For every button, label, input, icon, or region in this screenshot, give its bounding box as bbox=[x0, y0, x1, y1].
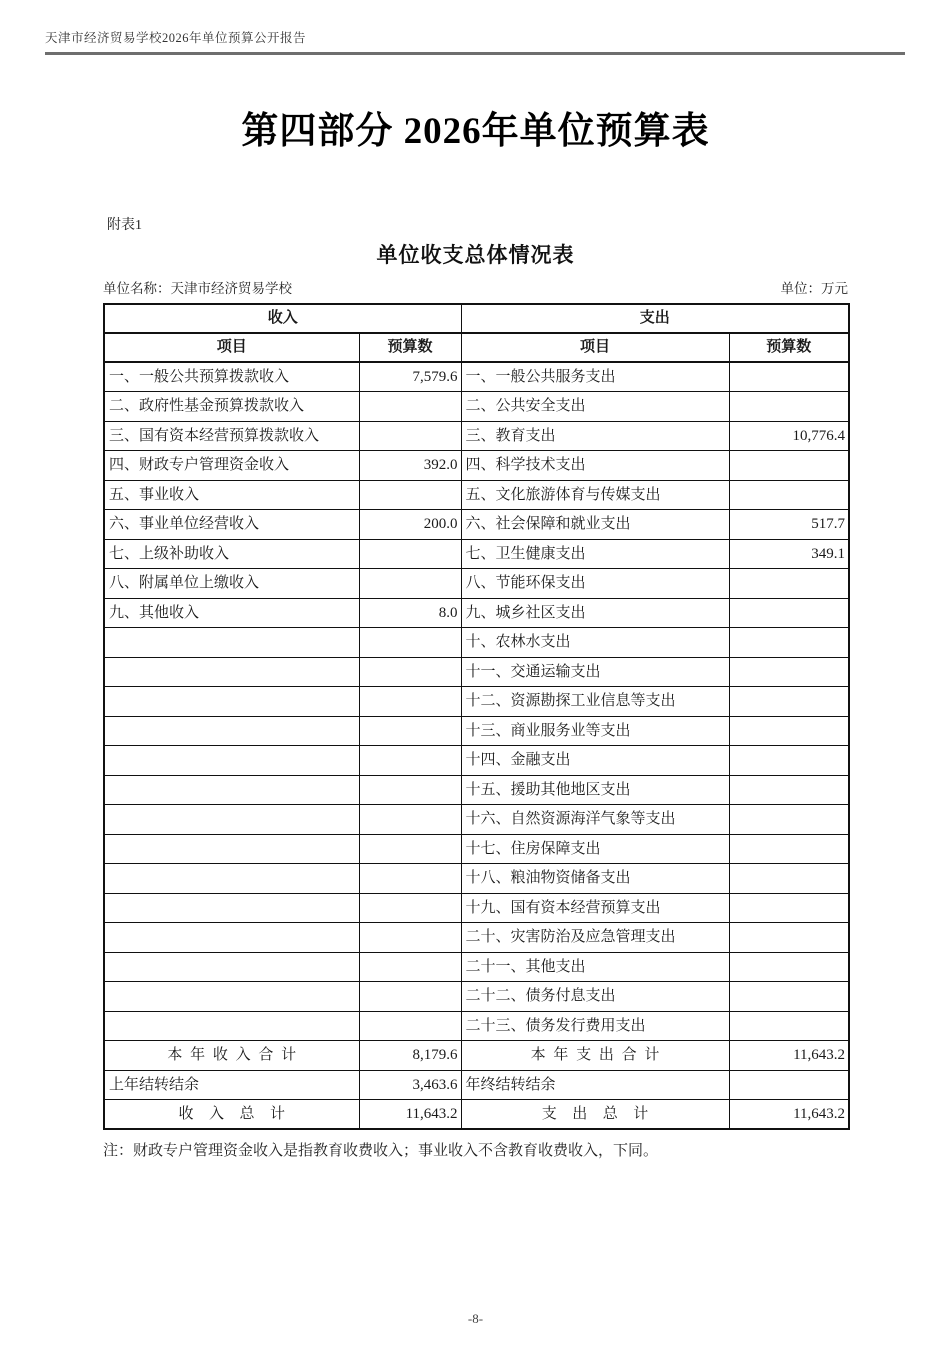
budget-data-row bbox=[104, 421, 849, 451]
unit-info-row bbox=[103, 277, 848, 297]
expense-budget-cell bbox=[729, 834, 849, 864]
income-total-value: 11,643.2 bbox=[359, 1100, 461, 1130]
budget-summary-table bbox=[103, 303, 850, 1130]
expense-total-value bbox=[729, 1070, 849, 1100]
income-item-cell bbox=[104, 628, 359, 658]
expense-total-label: 支 出 总 计 bbox=[461, 1100, 729, 1130]
expense-item-cell: 六、社会保障和就业支出 bbox=[461, 510, 729, 540]
budget-data-row bbox=[104, 392, 849, 422]
page-number: -8- bbox=[467, 1311, 484, 1326]
expense-budget-cell bbox=[729, 480, 849, 510]
income-item-cell bbox=[104, 982, 359, 1012]
income-budget-cell bbox=[359, 952, 461, 982]
budget-data-row bbox=[104, 451, 849, 481]
expense-total-value: 11,643.2 bbox=[729, 1041, 849, 1071]
expense-budget-cell: 10,776.4 bbox=[729, 421, 849, 451]
expense-item-cell: 七、卫生健康支出 bbox=[461, 539, 729, 569]
income-budget-cell bbox=[359, 687, 461, 717]
income-budget-cell bbox=[359, 775, 461, 805]
income-item-cell: 六、事业单位经营收入 bbox=[104, 510, 359, 540]
income-budget-cell bbox=[359, 539, 461, 569]
expense-group-header: 支出 bbox=[461, 304, 849, 333]
budget-table-body bbox=[104, 362, 849, 1129]
income-item-cell bbox=[104, 952, 359, 982]
income-item-cell bbox=[104, 687, 359, 717]
income-budget-cell bbox=[359, 864, 461, 894]
income-item-cell: 三、国有资本经营预算拨款收入 bbox=[104, 421, 359, 451]
expense-item-cell: 十一、交通运输支出 bbox=[461, 657, 729, 687]
expense-budget-cell bbox=[729, 952, 849, 982]
budget-data-row bbox=[104, 1011, 849, 1041]
unit-name-label: 单位名称：天津市经济贸易学校 bbox=[103, 281, 292, 296]
budget-data-row bbox=[104, 775, 849, 805]
income-item-cell: 九、其他收入 bbox=[104, 598, 359, 628]
budget-data-row bbox=[104, 362, 849, 392]
expense-budget-cell bbox=[729, 805, 849, 835]
budget-data-row bbox=[104, 893, 849, 923]
expense-item-cell: 四、科学技术支出 bbox=[461, 451, 729, 481]
income-group-header: 收入 bbox=[104, 304, 461, 333]
income-budget-cell bbox=[359, 893, 461, 923]
expense-item-cell: 十三、商业服务业等支出 bbox=[461, 716, 729, 746]
income-total-label: 收 入 总 计 bbox=[104, 1100, 359, 1130]
income-item-cell bbox=[104, 834, 359, 864]
expense-budget-cell bbox=[729, 864, 849, 894]
income-budget-cell bbox=[359, 923, 461, 953]
budget-data-row bbox=[104, 569, 849, 599]
income-budget-cell bbox=[359, 392, 461, 422]
expense-item-cell: 一、一般公共服务支出 bbox=[461, 362, 729, 392]
expense-item-cell: 十二、资源勘探工业信息等支出 bbox=[461, 687, 729, 717]
income-budget-cell bbox=[359, 746, 461, 776]
expense-budget-cell bbox=[729, 982, 849, 1012]
expense-budget-cell: 349.1 bbox=[729, 539, 849, 569]
expense-budget-cell bbox=[729, 775, 849, 805]
expense-total-label: 本 年 支 出 合 计 bbox=[461, 1041, 729, 1071]
budget-data-row bbox=[104, 716, 849, 746]
budget-data-row bbox=[104, 952, 849, 982]
income-budget-cell: 8.0 bbox=[359, 598, 461, 628]
budget-total-row bbox=[104, 1041, 849, 1071]
expense-item-cell: 十九、国有资本经营预算支出 bbox=[461, 893, 729, 923]
budget-data-row bbox=[104, 864, 849, 894]
expense-item-cell: 五、文化旅游体育与传媒支出 bbox=[461, 480, 729, 510]
expense-item-cell: 二十二、债务付息支出 bbox=[461, 982, 729, 1012]
income-item-cell: 五、事业收入 bbox=[104, 480, 359, 510]
attachment-label: 附表1 bbox=[107, 218, 142, 233]
income-budget-cell bbox=[359, 569, 461, 599]
expense-total-label: 年终结转结余 bbox=[461, 1070, 729, 1100]
income-item-cell bbox=[104, 805, 359, 835]
expense-item-cell: 八、节能环保支出 bbox=[461, 569, 729, 599]
budget-data-row bbox=[104, 628, 849, 658]
header-divider-line bbox=[45, 52, 905, 55]
budget-data-row bbox=[104, 746, 849, 776]
page-title: 第四部分 2026年单位预算表 bbox=[241, 111, 710, 152]
expense-item-cell: 二十三、债务发行费用支出 bbox=[461, 1011, 729, 1041]
expense-budget-cell bbox=[729, 746, 849, 776]
income-item-cell: 八、附属单位上缴收入 bbox=[104, 569, 359, 599]
expense-item-cell: 十、农林水支出 bbox=[461, 628, 729, 658]
expense-budget-cell bbox=[729, 687, 849, 717]
income-item-cell bbox=[104, 1011, 359, 1041]
expense-item-cell: 九、城乡社区支出 bbox=[461, 598, 729, 628]
budget-data-row bbox=[104, 510, 849, 540]
expense-budget-cell bbox=[729, 392, 849, 422]
income-item-cell bbox=[104, 657, 359, 687]
expense-budget-cell: 517.7 bbox=[729, 510, 849, 540]
income-item-cell: 一、一般公共预算拨款收入 bbox=[104, 362, 359, 392]
budget-data-row bbox=[104, 923, 849, 953]
income-budget-cell bbox=[359, 805, 461, 835]
table-title: 单位收支总体情况表 bbox=[376, 244, 575, 267]
income-budget-cell bbox=[359, 480, 461, 510]
expense-item-header: 项目 bbox=[461, 333, 729, 362]
expense-item-cell: 二十一、其他支出 bbox=[461, 952, 729, 982]
income-budget-cell bbox=[359, 1011, 461, 1041]
budget-data-row bbox=[104, 982, 849, 1012]
expense-budget-cell bbox=[729, 628, 849, 658]
income-item-cell bbox=[104, 775, 359, 805]
income-budget-cell bbox=[359, 834, 461, 864]
income-total-label: 本 年 收 入 合 计 bbox=[104, 1041, 359, 1071]
income-item-cell bbox=[104, 923, 359, 953]
budget-data-row bbox=[104, 480, 849, 510]
income-total-label: 上年结转结余 bbox=[104, 1070, 359, 1100]
group-header-row bbox=[104, 304, 849, 333]
income-item-cell: 四、财政专户管理资金收入 bbox=[104, 451, 359, 481]
expense-budget-cell bbox=[729, 1011, 849, 1041]
expense-budget-cell bbox=[729, 657, 849, 687]
expense-item-cell: 十五、援助其他地区支出 bbox=[461, 775, 729, 805]
income-budget-cell: 7,579.6 bbox=[359, 362, 461, 392]
expense-item-cell: 二、公共安全支出 bbox=[461, 392, 729, 422]
income-item-cell: 七、上级补助收入 bbox=[104, 539, 359, 569]
income-item-cell bbox=[104, 864, 359, 894]
budget-total-row bbox=[104, 1070, 849, 1100]
income-item-cell bbox=[104, 716, 359, 746]
income-total-value: 3,463.6 bbox=[359, 1070, 461, 1100]
income-budget-cell: 392.0 bbox=[359, 451, 461, 481]
column-header-row bbox=[104, 333, 849, 362]
expense-item-cell: 二十、灾害防治及应急管理支出 bbox=[461, 923, 729, 953]
expense-item-cell: 十六、自然资源海洋气象等支出 bbox=[461, 805, 729, 835]
budget-data-row bbox=[104, 687, 849, 717]
table-footnote: 注：财政专户管理资金收入是指教育收费收入；事业收入不含教育收费收入，下同。 bbox=[103, 1143, 659, 1159]
income-item-cell bbox=[104, 893, 359, 923]
income-budget-cell bbox=[359, 716, 461, 746]
income-item-cell bbox=[104, 746, 359, 776]
expense-item-cell: 十八、粮油物资储备支出 bbox=[461, 864, 729, 894]
expense-item-cell: 十七、住房保障支出 bbox=[461, 834, 729, 864]
expense-budget-cell bbox=[729, 451, 849, 481]
income-budget-cell bbox=[359, 982, 461, 1012]
unit-measure-label: 单位：万元 bbox=[780, 281, 848, 296]
budget-data-row bbox=[104, 834, 849, 864]
income-total-value: 8,179.6 bbox=[359, 1041, 461, 1071]
expense-total-value: 11,643.2 bbox=[729, 1100, 849, 1130]
income-budget-cell bbox=[359, 421, 461, 451]
budget-data-row bbox=[104, 657, 849, 687]
expense-budget-cell bbox=[729, 893, 849, 923]
income-budget-cell: 200.0 bbox=[359, 510, 461, 540]
expense-budget-cell bbox=[729, 923, 849, 953]
expense-item-cell: 十四、金融支出 bbox=[461, 746, 729, 776]
budget-data-row bbox=[104, 805, 849, 835]
expense-budget-header: 预算数 bbox=[729, 333, 849, 362]
income-item-cell: 二、政府性基金预算拨款收入 bbox=[104, 392, 359, 422]
income-budget-cell bbox=[359, 657, 461, 687]
document-header-text: 天津市经济贸易学校2026年单位预算公开报告 bbox=[45, 31, 307, 45]
budget-data-row bbox=[104, 598, 849, 628]
budget-total-row bbox=[104, 1100, 849, 1130]
expense-budget-cell bbox=[729, 598, 849, 628]
expense-budget-cell bbox=[729, 569, 849, 599]
expense-item-cell: 三、教育支出 bbox=[461, 421, 729, 451]
expense-budget-cell bbox=[729, 362, 849, 392]
expense-budget-cell bbox=[729, 716, 849, 746]
budget-data-row bbox=[104, 539, 849, 569]
income-budget-header: 预算数 bbox=[359, 333, 461, 362]
income-budget-cell bbox=[359, 628, 461, 658]
income-item-header: 项目 bbox=[104, 333, 359, 362]
